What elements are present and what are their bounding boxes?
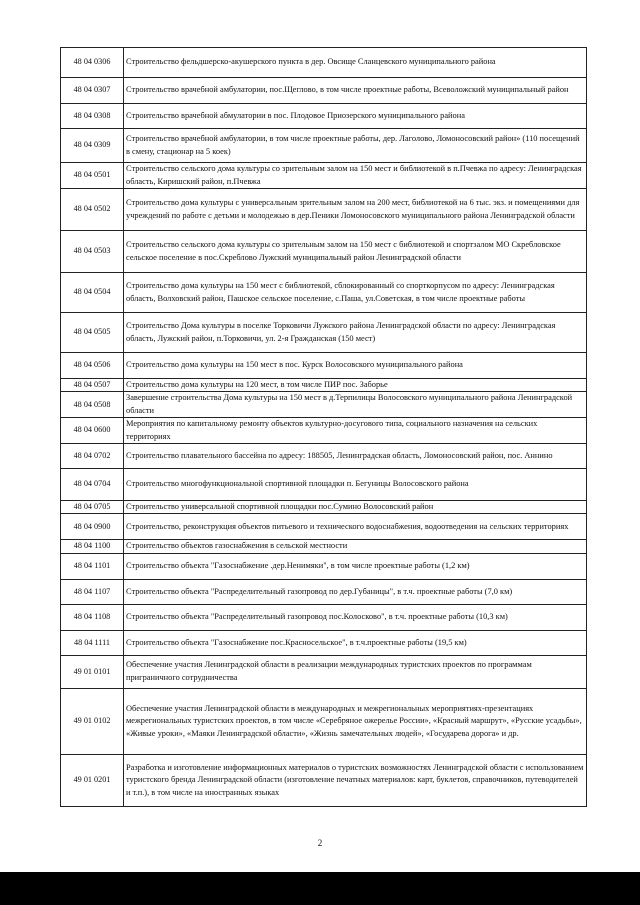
table-row [61,231,587,273]
table-row [61,353,587,379]
row-description: Обеспечение участия Ленинградской области в международных и межрегиональных мероприятиях-презентациях межрегиональных туристских проектов, в том числе «Серебряное ожерелье России», «Красный маршрут», «Русские усадьбы», «Живые уроки», «Маяки Ленинградской области», «Жизнь замечательных людей», «Государева дорога» и др. [124,688,587,754]
row-description: Строительство дома культуры на 120 мест, в том числе ПИР пос. Заборье [124,379,587,392]
table-row [61,313,587,353]
row-description: Строительство объекта "Газоснабжение пос.Красносельское", в т.ч.проектные работы (19,5 км) [124,630,587,655]
table-row [61,514,587,540]
row-code: 48 04 1101 [61,553,124,579]
row-code: 48 04 0505 [61,313,124,353]
table-row [61,540,587,553]
row-description: Строительство дома культуры на 150 мест в пос. Курск Волосовского муниципального района [124,353,587,379]
row-code: 48 04 1100 [61,540,124,553]
row-description: Строительство объекта "Распределительный газопровод по дер.Губаницы", в т.ч. проектные работы (7,0 км) [124,579,587,604]
row-code: 48 04 0507 [61,379,124,392]
row-code: 48 04 0307 [61,78,124,104]
table-row [61,604,587,630]
row-description: Строительство универсальной спортивной площадки пос.Сумино Волосовский район [124,501,587,514]
table-row [61,392,587,418]
row-code: 48 04 0702 [61,444,124,469]
row-description: Строительство врачебной амбулатории, пос.Щеглово, в том числе проектные работы, Всеволожский муниципальный район [124,78,587,104]
table-row [61,579,587,604]
row-description: Строительство объекта "Газоснабжение .дер.Ненимяки", в том числе проектные работы (1,2 км) [124,553,587,579]
table-row [61,501,587,514]
row-code: 48 04 0508 [61,392,124,418]
row-description: Строительство Дома культуры в поселке Торковичи Лужского района Ленинградской области по адресу: Ленинградская область, Лужский район, п.Торковичи, ул. 2-я Гражданская (150 мест) [124,313,587,353]
row-code: 48 04 0506 [61,353,124,379]
row-description: Строительство, реконструкция объектов питьевого и технического водоснабжения, водоотведения на сельских территориях [124,514,587,540]
row-description: Обеспечение участия Ленинградской области в реализации международных туристских проектов по программам приграничного сотрудничества [124,655,587,688]
table-row [61,469,587,501]
scan-border [0,872,640,905]
row-code: 48 04 0503 [61,231,124,273]
row-description: Строительство дома культуры на 150 мест с библиотекой, сблокированный со спорткорпусом по адресу: Ленинградская область, Волховский район, Пашское сельское поселение, с.Паша, ул.Советская, в том числе проектные работы [124,273,587,313]
table-row [61,189,587,231]
row-description: Строительство плавательного бассейна по адресу: 188505, Ленинградская область, Ломоносовский район, пос. Аннино [124,444,587,469]
row-code: 48 04 0705 [61,501,124,514]
table-row [61,418,587,444]
table-row [61,78,587,104]
row-code: 49 01 0201 [61,754,124,806]
table-row [61,630,587,655]
row-code: 48 04 0502 [61,189,124,231]
row-code: 48 04 0600 [61,418,124,444]
row-description: Завершение строительства Дома культуры на 150 мест в д.Терпилицы Волосовского муниципального района Ленинградской области [124,392,587,418]
table-row [61,163,587,189]
table-row [61,553,587,579]
row-description: Строительство дома культуры с универсальным зрительным залом на 200 мест, библиотекой на 6 тыс. экз. и помещениями для учреждений по работе с детьми и молодежью в дер.Пеники Ломоносовского муниципального района Ленинградской области [124,189,587,231]
row-code: 48 04 1111 [61,630,124,655]
table-row [61,754,587,806]
row-description: Строительство врачебной амбулатории, в том числе проектные работы, дер. Лаголово, Ломоносовский район» (110 посещений в смену, стационар на 5 коек) [124,129,587,163]
row-description: Строительство сельского дома культуры со зрительным залом на 150 мест с библиотекой и спортзалом МО Скребловское сельское поселение в пос.Скреблово Лужский муниципальный район Ленинградской области [124,231,587,273]
row-description: Мероприятия по капитальному ремонту объектов культурно-досугового типа, социального назначения на сельских территориях [124,418,587,444]
row-code: 48 04 0306 [61,48,124,78]
row-description: Строительство объектов газоснабжения в сельской местности [124,540,587,553]
page-number: 2 [317,838,323,848]
table-row [61,379,587,392]
row-code: 48 04 0704 [61,469,124,501]
row-code: 48 04 1108 [61,604,124,630]
table-row [61,444,587,469]
row-code: 48 04 0309 [61,129,124,163]
table-row [61,129,587,163]
row-description: Строительство объекта "Распределительный газопровод пос.Колосково", в т.ч. проектные работы (10,3 км) [124,604,587,630]
row-description: Строительство многофункциональной спортивной площадки п. Бегуницы Волосовского района [124,469,587,501]
budget-codes-table [60,47,587,807]
row-description: Строительство фельдшерско-акушерского пункта в дер. Овсище Сланцевского муниципального района [124,48,587,78]
row-code: 48 04 0900 [61,514,124,540]
row-code: 48 04 0308 [61,104,124,129]
table-row [61,273,587,313]
row-description: Разработка и изготовление информационных материалов о туристских возможностях Ленинградской области с использованием туристского бренда Ленинградской области (изготовление печатных материалов: карт, буклетов, справочников, путеводителей и т.п.), в том числе на иностранных языках [124,754,587,806]
table-row [61,688,587,754]
row-code: 48 04 0501 [61,163,124,189]
row-description: Строительство сельского дома культуры со зрительным залом на 150 мест и библиотекой в п.Пчевжа по адресу: Ленинградская область, Киришский район, п.Пчевжа [124,163,587,189]
table-row [61,104,587,129]
row-code: 48 04 0504 [61,273,124,313]
table-row [61,655,587,688]
row-code: 49 01 0102 [61,688,124,754]
row-code: 49 01 0101 [61,655,124,688]
table-body [61,48,587,807]
row-description: Строительство врачебной абмулатории в пос. Плодовое Приозерского муниципального района [124,104,587,129]
row-code: 48 04 1107 [61,579,124,604]
table-row [61,48,587,78]
